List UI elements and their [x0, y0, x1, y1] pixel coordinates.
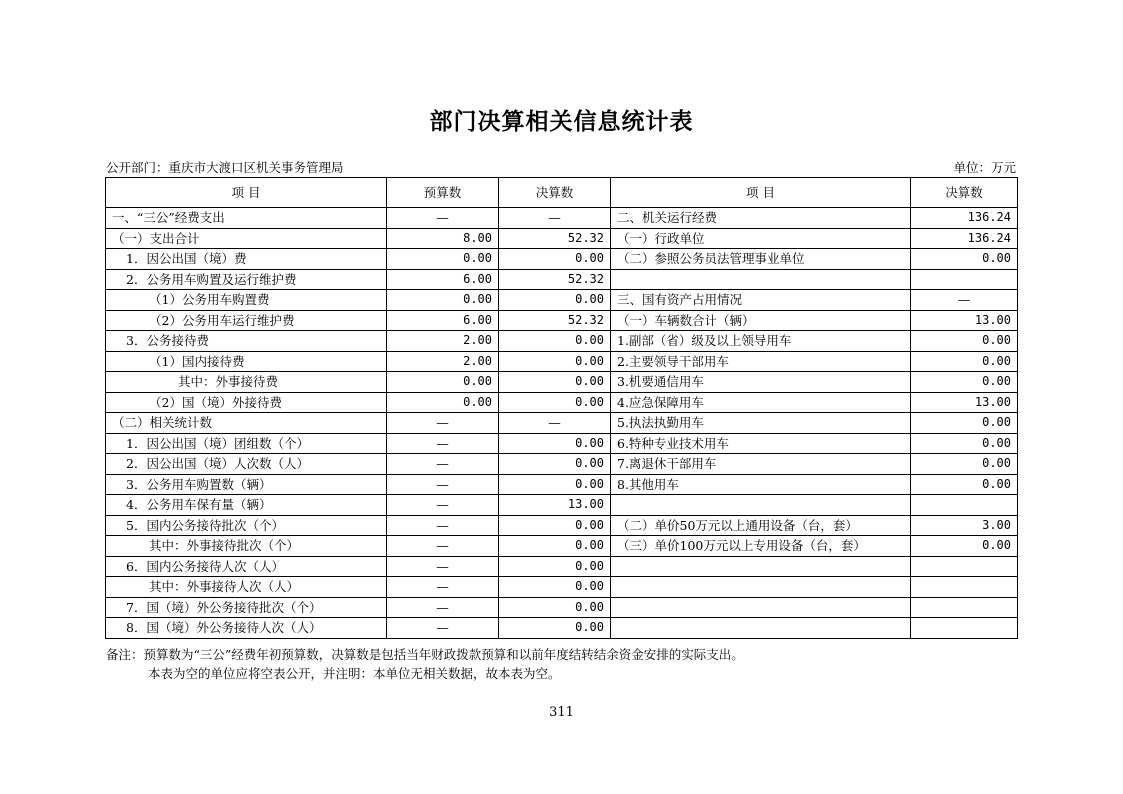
item-label: 6．国内公务接待人次（人） — [106, 556, 387, 577]
item-label: 8．国（境）外公务接待人次（人） — [106, 618, 387, 639]
budget-value: — — [387, 495, 499, 516]
item-label: 5．国内公务接待批次（个） — [106, 515, 387, 536]
budget-value: 0.00 — [387, 372, 499, 393]
right-item-label: （二）单价50万元以上通用设备（台，套） — [611, 515, 911, 536]
right-item-label — [611, 556, 911, 577]
final-value: 13.00 — [499, 495, 611, 516]
right-final-value: 136.24 — [911, 208, 1018, 229]
item-label: 2．因公出国（境）人次数（人） — [106, 454, 387, 475]
item-label: 2．公务用车购置及运行维护费 — [106, 269, 387, 290]
item-label: 3．公务接待费 — [106, 331, 387, 352]
final-value: 0.00 — [499, 577, 611, 598]
budget-value: — — [387, 536, 499, 557]
item-label: 4．公务用车保有量（辆） — [106, 495, 387, 516]
item-label: （2）公务用车运行维护费 — [106, 310, 387, 331]
right-item-label — [611, 495, 911, 516]
right-final-value: 0.00 — [911, 331, 1018, 352]
table-row — [106, 208, 1018, 229]
table-row — [106, 577, 1018, 598]
budget-value: — — [387, 556, 499, 577]
right-final-value: 0.00 — [911, 474, 1018, 495]
right-final-value — [911, 597, 1018, 618]
final-value: 0.00 — [499, 351, 611, 372]
item-label: 其中：外事接待费 — [106, 372, 387, 393]
final-value: — — [499, 208, 611, 229]
final-value: 0.00 — [499, 290, 611, 311]
right-final-value: 0.00 — [911, 351, 1018, 372]
table-row — [106, 413, 1018, 434]
right-item-label: 二、机关运行经费 — [611, 208, 911, 229]
right-item-label: 6.特种专业技术用车 — [611, 433, 911, 454]
right-item-label: （三）单价100万元以上专用设备（台，套） — [611, 536, 911, 557]
table-row — [106, 474, 1018, 495]
right-item-label: （一）车辆数合计（辆） — [611, 310, 911, 331]
right-final-value: 0.00 — [911, 249, 1018, 270]
right-final-value — [911, 495, 1018, 516]
right-item-label: 2.主要领导干部用车 — [611, 351, 911, 372]
header-item-right: 项 目 — [611, 178, 911, 208]
table-row — [106, 556, 1018, 577]
table-row — [106, 372, 1018, 393]
table-row — [106, 249, 1018, 270]
budget-value: 6.00 — [387, 310, 499, 331]
budget-value: 0.00 — [387, 249, 499, 270]
budget-value: 8.00 — [387, 228, 499, 249]
table-row — [106, 536, 1018, 557]
right-final-value: 3.00 — [911, 515, 1018, 536]
final-value: 0.00 — [499, 372, 611, 393]
item-label: 1．因公出国（境）费 — [106, 249, 387, 270]
table-row — [106, 597, 1018, 618]
table-row — [106, 351, 1018, 372]
table-header-row — [106, 178, 1018, 208]
final-value: 0.00 — [499, 556, 611, 577]
budget-value: 2.00 — [387, 351, 499, 372]
note-line: 备注：预算数为“三公”经费年初预算数，决算数是包括当年财政拨款预算和以前年度结转结余资金安排的实际支出。 — [106, 647, 744, 662]
right-final-value — [911, 556, 1018, 577]
item-label: （1）公务用车购置费 — [106, 290, 387, 311]
page-title: 部门决算相关信息统计表 — [429, 108, 694, 135]
right-item-label: 1.副部（省）级及以上领导用车 — [611, 331, 911, 352]
right-item-label: （二）参照公务员法管理事业单位 — [611, 249, 911, 270]
final-value: 0.00 — [499, 597, 611, 618]
budget-value: — — [387, 515, 499, 536]
final-value: 52.32 — [499, 310, 611, 331]
final-value: 0.00 — [499, 392, 611, 413]
right-item-label — [611, 618, 911, 639]
budget-value: — — [387, 618, 499, 639]
table-row — [106, 290, 1018, 311]
right-final-value: 0.00 — [911, 536, 1018, 557]
table-row — [106, 269, 1018, 290]
budget-value: 0.00 — [387, 290, 499, 311]
right-item-label: 4.应急保障用车 — [611, 392, 911, 413]
budget-value: — — [387, 577, 499, 598]
right-item-label: 8.其他用车 — [611, 474, 911, 495]
right-item-label: 3.机要通信用车 — [611, 372, 911, 393]
final-value: — — [499, 413, 611, 434]
budget-value: — — [387, 433, 499, 454]
final-value: 52.32 — [499, 269, 611, 290]
final-value: 0.00 — [499, 454, 611, 475]
table-row — [106, 618, 1018, 639]
notes — [106, 645, 744, 683]
right-final-value: 13.00 — [911, 310, 1018, 331]
right-final-value: 136.24 — [911, 228, 1018, 249]
table-row — [106, 392, 1018, 413]
right-item-label — [611, 597, 911, 618]
table-row — [106, 310, 1018, 331]
budget-value: 0.00 — [387, 392, 499, 413]
item-label: （二）相关统计数 — [106, 413, 387, 434]
right-final-value: 0.00 — [911, 372, 1018, 393]
table-row — [106, 495, 1018, 516]
final-value: 0.00 — [499, 331, 611, 352]
final-value: 0.00 — [499, 474, 611, 495]
right-item-label: 7.离退休干部用车 — [611, 454, 911, 475]
budget-value: 6.00 — [387, 269, 499, 290]
budget-value: — — [387, 208, 499, 229]
right-item-label: （一）行政单位 — [611, 228, 911, 249]
right-item-label: 5.执法执勤用车 — [611, 413, 911, 434]
item-label: 7．国（境）外公务接待批次（个） — [106, 597, 387, 618]
final-value: 0.00 — [499, 433, 611, 454]
right-final-value — [911, 618, 1018, 639]
statistics-table — [105, 177, 1018, 639]
right-item-label: 三、国有资产占用情况 — [611, 290, 911, 311]
item-label: 其中：外事接待批次（个） — [106, 536, 387, 557]
page-number: 311 — [549, 705, 574, 720]
final-value: 0.00 — [499, 618, 611, 639]
table-row — [106, 454, 1018, 475]
table-row — [106, 228, 1018, 249]
item-label: （1）国内接待费 — [106, 351, 387, 372]
header-budget: 预算数 — [387, 178, 499, 208]
note-line: 本表为空的单位应将空表公开，并注明：本单位无相关数据，故本表为空。 — [148, 666, 561, 681]
budget-value: 2.00 — [387, 331, 499, 352]
item-label: 一、“三公”经费支出 — [106, 208, 387, 229]
budget-value: — — [387, 474, 499, 495]
right-final-value: 0.00 — [911, 413, 1018, 434]
right-item-label — [611, 577, 911, 598]
final-value: 0.00 — [499, 536, 611, 557]
right-final-value: 13.00 — [911, 392, 1018, 413]
item-label: （一）支出合计 — [106, 228, 387, 249]
final-value: 52.32 — [499, 228, 611, 249]
item-label: （2）国（境）外接待费 — [106, 392, 387, 413]
table-row — [106, 331, 1018, 352]
budget-value: — — [387, 454, 499, 475]
header-item: 项 目 — [106, 178, 387, 208]
budget-value: — — [387, 413, 499, 434]
department-label: 公开部门：重庆市大渡口区机关事务管理局 — [106, 160, 344, 175]
right-item-label — [611, 269, 911, 290]
unit-label: 单位：万元 — [953, 160, 1016, 175]
item-label: 3．公务用车购置数（辆） — [106, 474, 387, 495]
right-final-value: 0.00 — [911, 454, 1018, 475]
right-final-value — [911, 577, 1018, 598]
final-value: 0.00 — [499, 249, 611, 270]
right-final-value: 0.00 — [911, 433, 1018, 454]
table-row — [106, 433, 1018, 454]
item-label: 其中：外事接待人次（人） — [106, 577, 387, 598]
right-final-value: — — [911, 290, 1018, 311]
header-final-right: 决算数 — [911, 178, 1018, 208]
right-final-value — [911, 269, 1018, 290]
table-row — [106, 515, 1018, 536]
item-label: 1．因公出国（境）团组数（个） — [106, 433, 387, 454]
budget-value: — — [387, 597, 499, 618]
header-final: 决算数 — [499, 178, 611, 208]
final-value: 0.00 — [499, 515, 611, 536]
